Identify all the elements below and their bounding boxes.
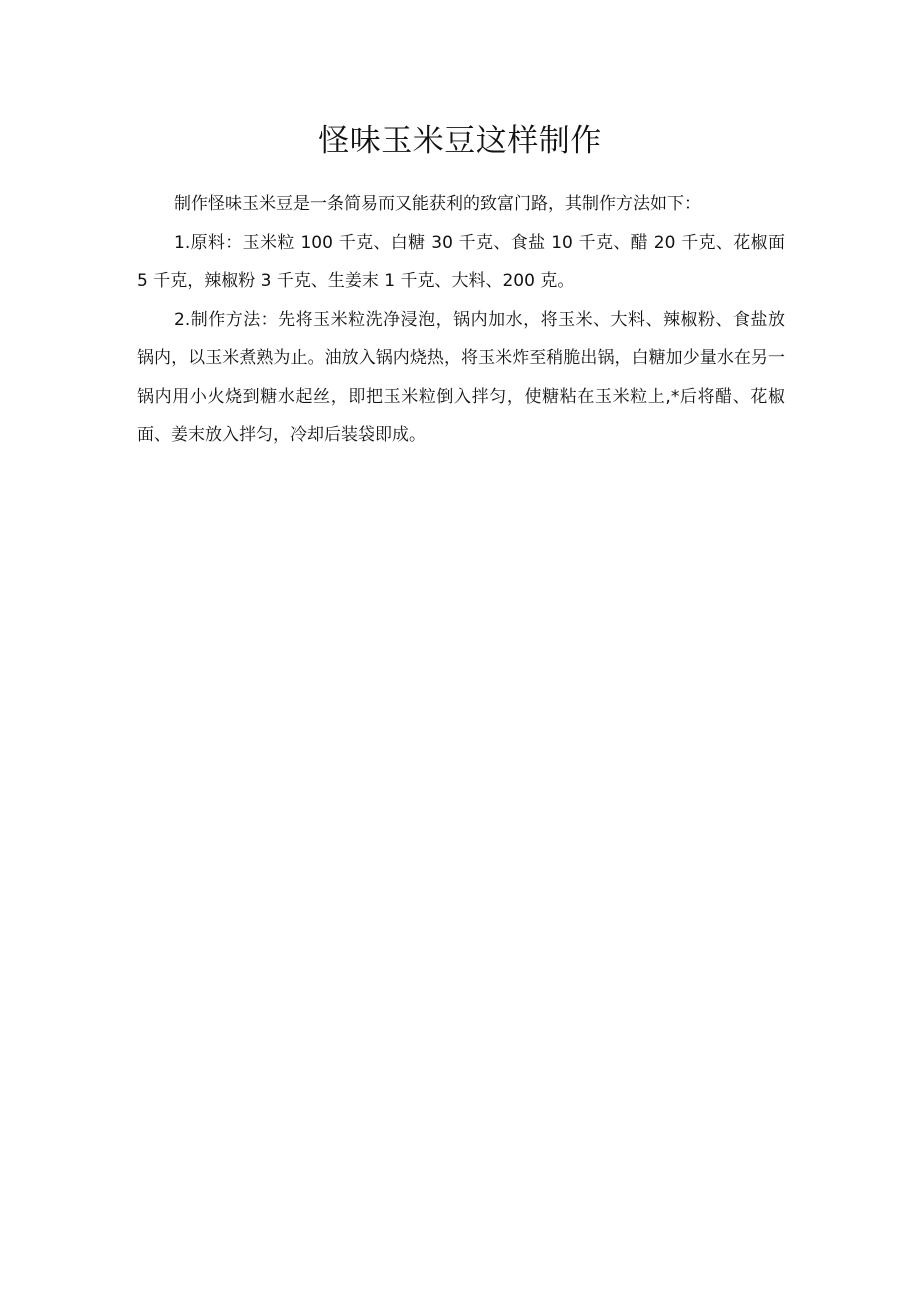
document-title: 怪味玉米豆这样制作 xyxy=(318,123,602,159)
method-paragraph: 2.制作方法：先将玉米粒洗净浸泡，锅内加水，将玉米、大料、辣椒粉、食盐放锅内，以玉米煮熟为止。油放入锅内烧热，将玉米炸至稍脆出锅，白糖加少量水在另一锅内用小火烧到糖水起丝，即把玉米粒倒入拌匀，使糖粘在玉米粒上,*后将醋、花椒面、姜末放入拌匀，冷却后装袋即成。 xyxy=(137,309,785,445)
ingredients-paragraph: 1.原料：玉米粒 100 千克、白糖 30 千克、食盐 10 千克、醋 20 千克、花椒面 5 千克，辣椒粉 3 千克、生姜末 1 千克、大料、200 克。 xyxy=(137,232,785,291)
intro-paragraph: 制作怪味玉米豆是一条简易而又能获利的致富门路，其制作方法如下： xyxy=(174,194,701,214)
document-body xyxy=(137,185,785,455)
